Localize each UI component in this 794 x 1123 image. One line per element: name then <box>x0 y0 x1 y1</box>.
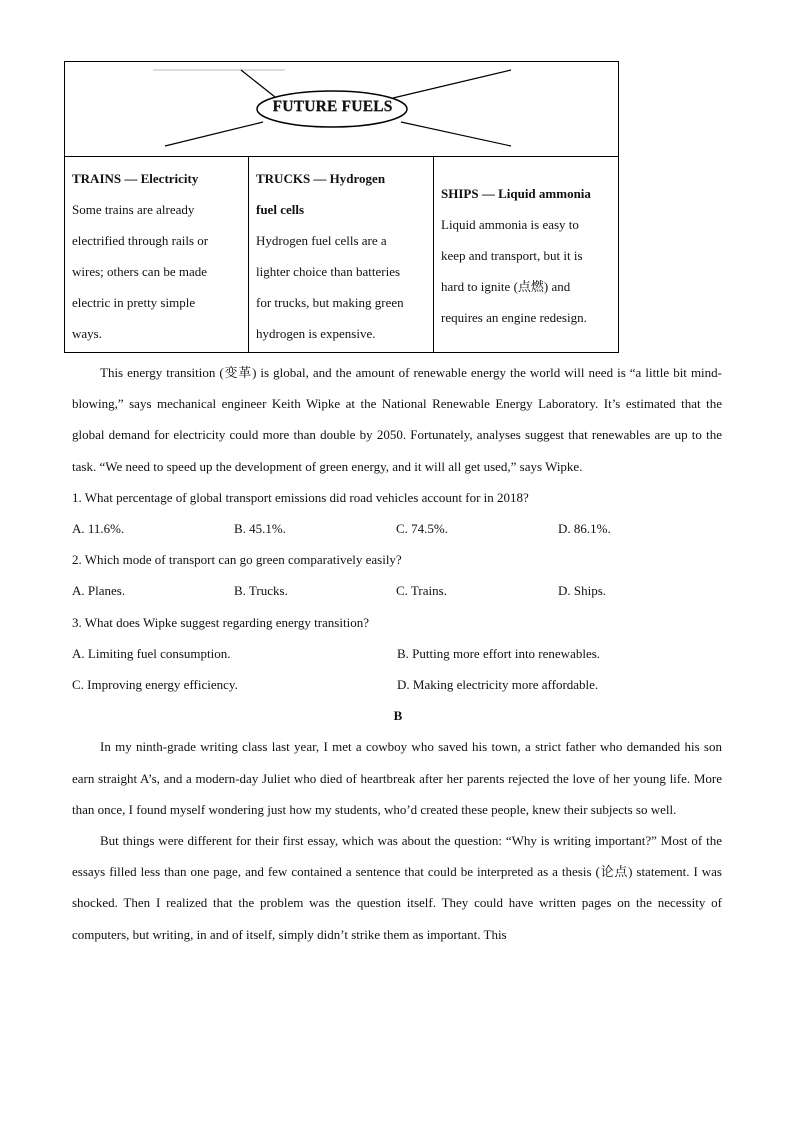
section-b-heading: B <box>393 708 403 724</box>
document-body <box>72 357 722 950</box>
option-c: C. Trains. <box>396 583 447 599</box>
trucks-line: Hydrogen fuel cells are a <box>256 233 387 248</box>
passage-b-paragraph-1: In my ninth-grade writing class last year, I met a cowboy who saved his town, a strict father who demanded his son earn straight A’s, and a modern-day Juliet who died of heartbreak after her parents rejected the love of her young life. More than once, I found myself wondering just how my students, who’d created these people, knew their subjects so well. <box>72 739 722 817</box>
question-3: 3. What does Wipke suggest regarding energy transition? <box>72 614 369 630</box>
trains-heading: TRAINS — Electricity <box>72 171 199 186</box>
diagram-header <box>65 62 618 157</box>
passage-b-paragraph-2: But things were different for their first essay, which was about the question: “Why is writing important?” Most of the essays filled less than one page, and few contained a sentence that could be interpreted as a thesis (论点) statement. I was shocked. Then I realized that the problem was the question itself. They could have written pages on the necessity of computers, but writing, in and of itself, simply didn’t strike them as important. This <box>72 833 722 942</box>
cell-ships <box>434 157 618 353</box>
option-a: A. Limiting fuel consumption. <box>72 645 231 661</box>
option-d: D. 86.1%. <box>558 521 611 537</box>
option-b: B. Trucks. <box>234 583 288 599</box>
trucks-line: lighter choice than batteries <box>256 264 401 279</box>
ships-heading: SHIPS — Liquid ammonia <box>441 186 591 201</box>
question-2-options <box>72 575 722 606</box>
trucks-line: for trucks, but making green <box>256 295 404 310</box>
question-2: 2. Which mode of transport can go green comparatively easily? <box>72 552 402 568</box>
trucks-heading: TRUCKS — Hydrogen <box>256 171 386 186</box>
ships-line: hard to ignite (点燃) and <box>441 279 571 294</box>
option-a: A. Planes. <box>72 583 126 599</box>
option-a: A. 11.6%. <box>72 521 125 537</box>
option-d: D. Ships. <box>558 583 607 599</box>
future-fuels-diagram <box>64 61 619 353</box>
passage-a-paragraph: This energy transition (变革) is global, and the amount of renewable energy the world will need is “a little bit mind-blowing,” says mechanical engineer Keith Wipke at the National Renewable Energy Laboratory. It’s estimated that the global demand for electricity could more than double by 2050. Fortunately, analyses suggest that renewables are up to the task. “We need to speed up the development of green energy, and it will all get used,” says Wipke. <box>72 365 722 474</box>
option-c: C. Improving energy efficiency. <box>72 677 238 693</box>
trucks-line: hydrogen is expensive. <box>256 326 376 341</box>
question-1-options <box>72 513 722 544</box>
question-3-options-row2 <box>72 669 722 700</box>
trucks-heading: fuel cells <box>256 202 305 217</box>
trains-line: Some trains are already <box>72 202 195 217</box>
option-c: C. 74.5%. <box>396 521 448 537</box>
trains-line: electric in pretty simple <box>72 295 196 310</box>
cell-trains <box>65 157 249 353</box>
cell-trucks <box>249 157 434 353</box>
diagram-title: FUTURE FUELS <box>272 98 393 115</box>
question-1: 1. What percentage of global transport emissions did road vehicles account for in 2018? <box>72 489 529 505</box>
option-b: B. 45.1%. <box>234 521 286 537</box>
ships-line: requires an engine redesign. <box>441 310 587 325</box>
trains-line: wires; others can be made <box>72 264 208 279</box>
ships-line: keep and transport, but it is <box>441 248 583 263</box>
option-b: B. Putting more effort into renewables. <box>397 645 601 661</box>
option-d: D. Making electricity more affordable. <box>397 677 599 693</box>
trains-line: ways. <box>72 326 102 341</box>
trains-line: electrified through rails or <box>72 233 209 248</box>
ships-line: Liquid ammonia is easy to <box>441 217 579 232</box>
question-3-options-row1 <box>72 638 722 669</box>
